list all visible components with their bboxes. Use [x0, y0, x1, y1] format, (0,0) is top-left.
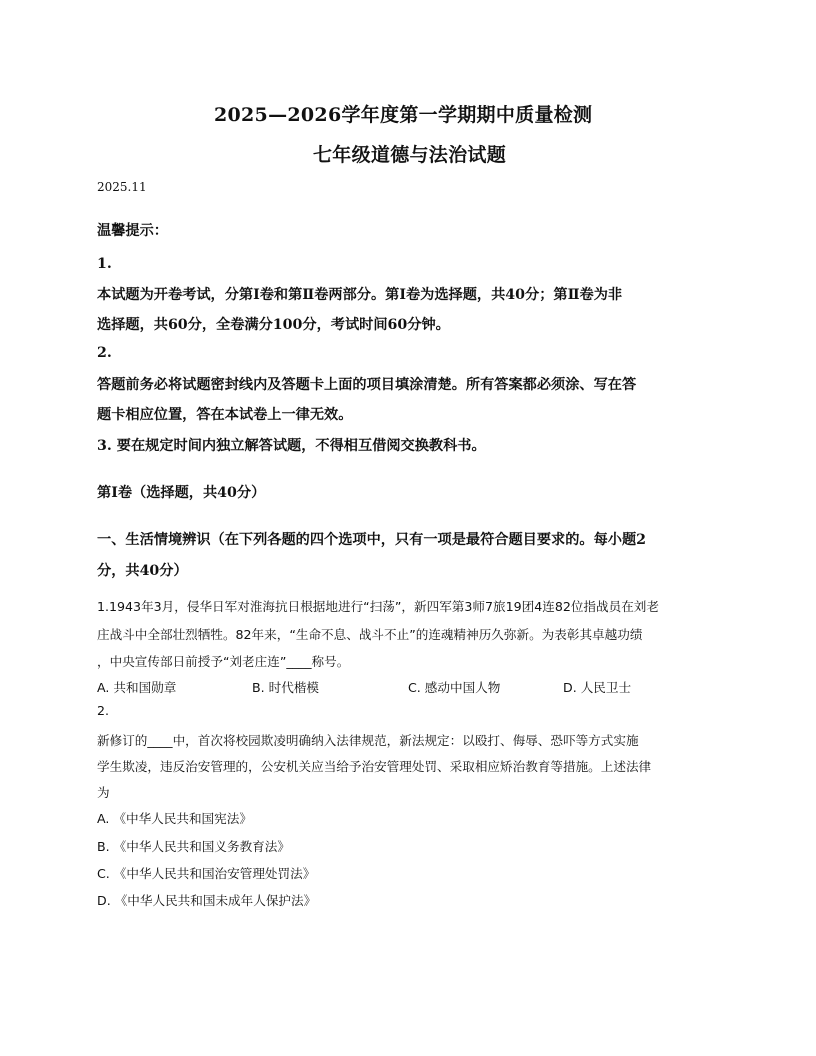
- q2-line-3: 为: [97, 785, 110, 800]
- q2-option-b: B. 《中华人民共和国义务教育法》: [97, 839, 290, 854]
- tip-1-number: 1.: [97, 256, 112, 272]
- q1-line-2: 庄战斗中全部壮烈牺牲。82年来，“生命不息、战斗不止”的连魂精神历久弥新。为表彰其卓越功绩: [97, 627, 643, 642]
- q2-option-a: A. 《中华人民共和国宪法》: [97, 811, 252, 826]
- exam-subtitle: 七年级道德与法治试题: [313, 144, 507, 166]
- tip-2-line-1: 答题前务必将试题密封线内及答题卡上面的项目填涂清楚。所有答案都必须涂、写在答: [97, 377, 637, 393]
- tip-2-number: 2.: [97, 345, 112, 361]
- tip-1-line-2: 选择题，共60分，全卷满分100分，考试时间60分钟。: [97, 317, 450, 333]
- section-heading: 第Ⅰ卷（选择题，共40分）: [97, 485, 266, 501]
- q2-option-d: D. 《中华人民共和国未成年人保护法》: [97, 893, 317, 908]
- q1-option-c: C. 感动中国人物: [408, 680, 501, 695]
- tip-3: 3. 要在规定时间内独立解答试题，不得相互借阅交换教科书。: [97, 438, 486, 454]
- q2-option-c: C. 《中华人民共和国治安管理处罚法》: [97, 866, 316, 881]
- q1-option-d: D. 人民卫士: [563, 680, 632, 695]
- q1-option-a: A. 共和国勋章: [97, 680, 177, 695]
- q2-line-2: 学生欺凌，违反治安管理的，公安机关应当给予治安管理处罚、采取相应矫治教育等措施。上述法律: [97, 759, 652, 774]
- tip-2-line-2: 题卡相应位置，答在本试卷上一律无效。: [97, 407, 353, 423]
- exam-title: 2025—2026学年度第一学期期中质量检测: [214, 104, 593, 126]
- q1-line-1: 1.1943年3月，侵华日军对淮海抗日根据地进行“扫荡”，新四军第3师7旅19团4连82位指战员在刘老: [97, 599, 659, 614]
- part-instructions-line-1: 一、生活情境辨识（在下列各题的四个选项中，只有一项是最符合题目要求的。每小题2: [97, 532, 646, 548]
- exam-date: 2025.11: [97, 180, 147, 194]
- tip-1-line-1: 本试题为开卷考试，分第Ⅰ卷和第Ⅱ卷两部分。第Ⅰ卷为选择题，共40分；第Ⅱ卷为非: [97, 287, 623, 303]
- q1-line-3: ，中央宣传部日前授予“刘老庄连”____称号。: [97, 654, 350, 669]
- part-instructions-line-2: 分，共40分）: [97, 563, 188, 579]
- q2-number: 2.: [97, 703, 110, 718]
- q2-line-1: 新修订的____中，首次将校园欺凌明确纳入法律规范，新法规定：以殴打、侮辱、恐吓等方式实施: [97, 733, 639, 748]
- q1-option-b: B. 时代楷模: [252, 680, 320, 695]
- tips-heading: 温馨提示：: [97, 223, 168, 239]
